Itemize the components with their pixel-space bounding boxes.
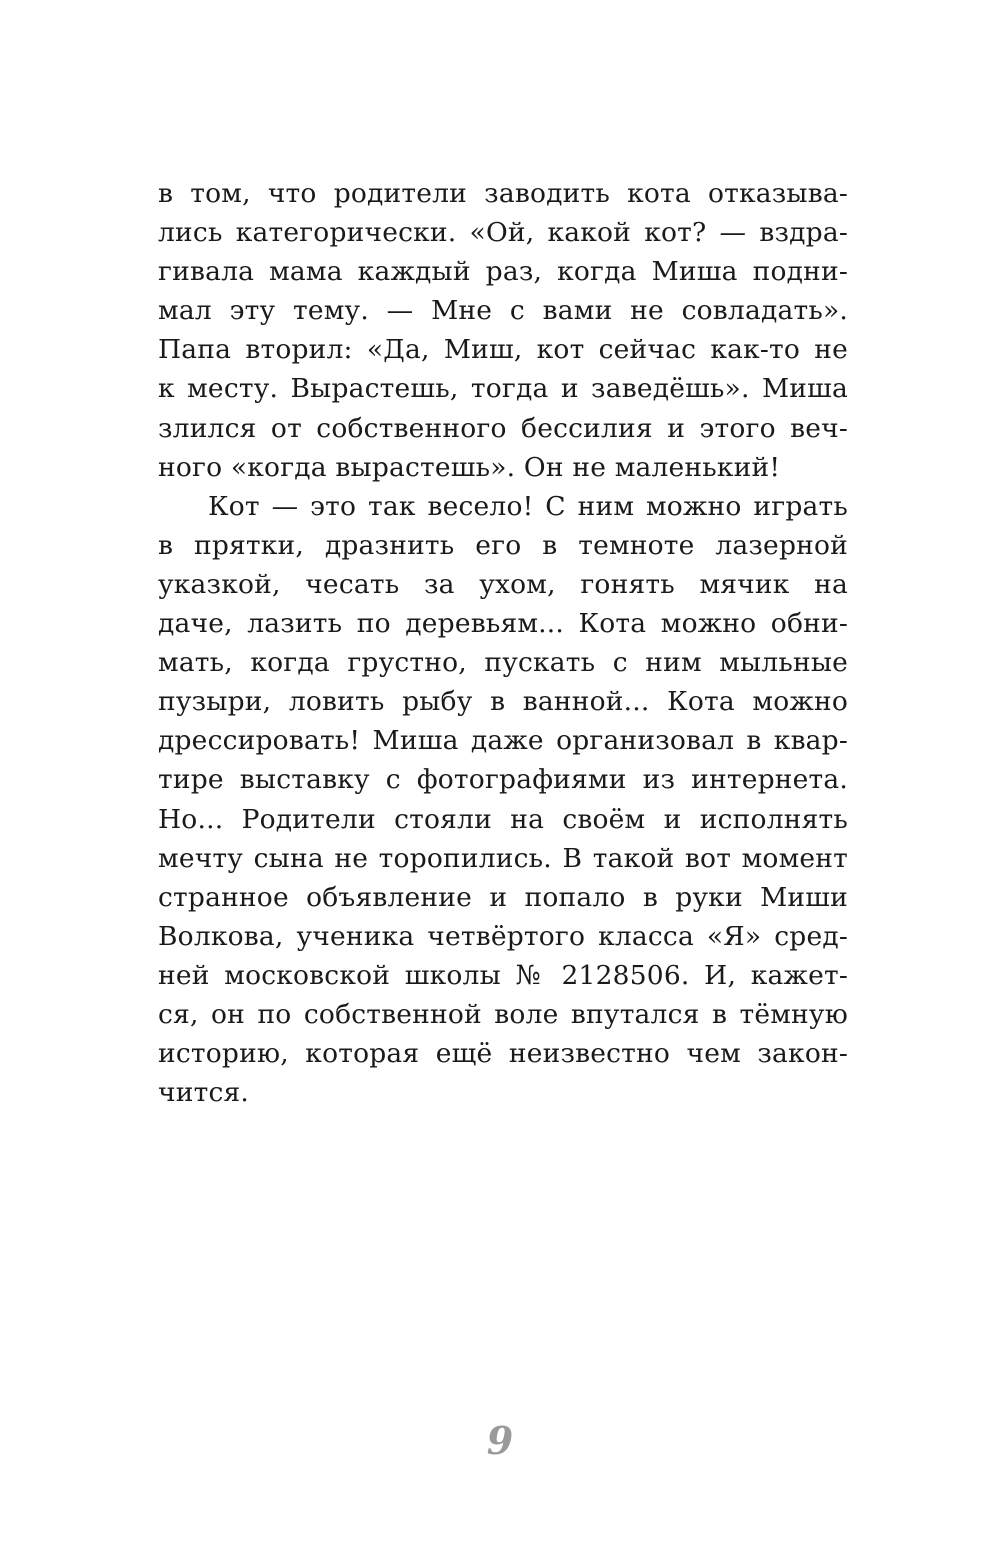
page-number: 9 — [486, 1418, 514, 1463]
text-line: Волкова, ученика четвёртого класса «Я» сред- — [158, 920, 848, 952]
text-line: мечту сына не торопились. В такой вот момент — [158, 842, 848, 874]
text-line: гивала мама каждый раз, когда Миша подни- — [158, 256, 848, 288]
text-line: ней московской школы № 2128506. И, кажет- — [158, 959, 848, 991]
text-line: ся, он по собственной воле впутался в тёмную — [158, 998, 848, 1030]
text-line: тире выставку с фотографиями из интернета. — [158, 764, 848, 796]
text-line: даче, лазить по деревьям... Кота можно обни- — [158, 608, 848, 640]
body-text — [158, 174, 848, 1112]
text-line: в том, что родители заводить кота отказыва- — [158, 178, 848, 209]
text-line: Кот — это так весело! С ним можно играть — [208, 490, 848, 522]
text-line: лись категорически. «Ой, какой кот? — вздра- — [158, 217, 848, 249]
text-line: ного «когда вырастешь». Он не маленький! — [158, 451, 781, 483]
text-line: странное объявление и попало в руки Миши — [158, 881, 848, 913]
text-line: злился от собственного бессилия и этого веч- — [158, 412, 848, 444]
text-line: дрессировать! Миша даже организовал в квар- — [158, 725, 848, 757]
text-line: историю, которая ещё неизвестно чем закон- — [158, 1038, 848, 1070]
text-line: к месту. Вырастешь, тогда и заведёшь». Миша — [158, 373, 848, 405]
text-line: в прятки, дразнить его в темноте лазерной — [158, 529, 848, 561]
text-line: пузыри, ловить рыбу в ванной... Кота можно — [158, 686, 848, 718]
text-line: Папа вторил: «Да, Миш, кот сейчас как-то не — [158, 334, 848, 366]
text-line: чится. — [158, 1077, 250, 1109]
text-line: указкой, чесать за ухом, гонять мячик на — [158, 568, 848, 600]
text-line: Но... Родители стояли на своём и исполнять — [158, 803, 848, 835]
text-line: мать, когда грустно, пускать с ним мыльные — [158, 647, 848, 679]
text-line: мал эту тему. — Мне с вами не совладать». — [158, 295, 848, 327]
